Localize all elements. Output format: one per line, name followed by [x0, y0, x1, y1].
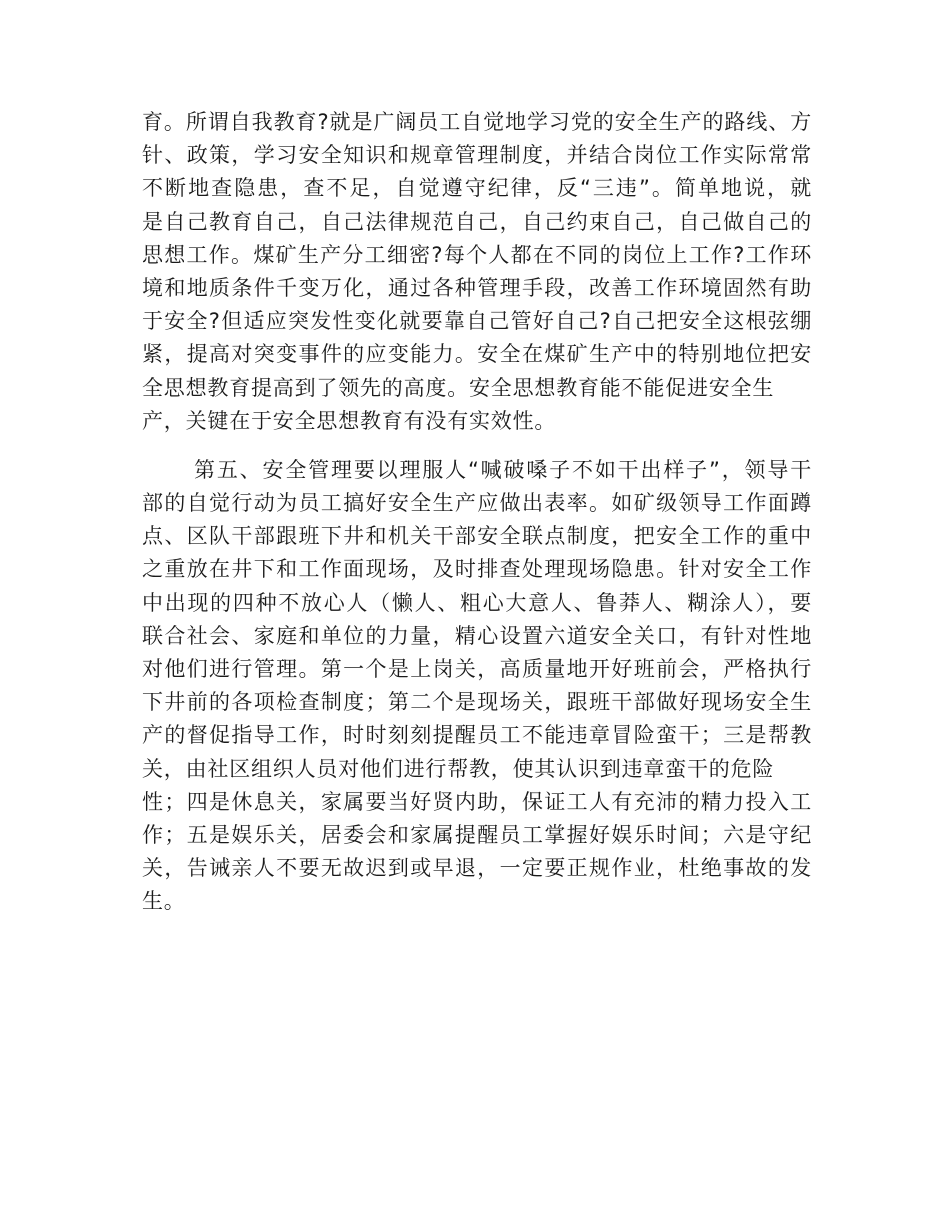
- text-line: 是自己教育自己，自己法律规范自己，自己约束自己，自己做自己的: [142, 209, 812, 234]
- text-line: 第五、安全管理要以理服人“喊破嗓子不如干出样子”，领导干: [194, 457, 812, 482]
- text-line: 不断地查隐患，查不足，自觉遵守纪律，反“三违”。简单地说，就: [142, 176, 812, 201]
- text-line: 育。所谓自我教育?就是广阔员工自觉地学习党的安全生产的路线、方: [142, 110, 812, 134]
- text-line: 针、政策，学习安全知识和规章管理制度，并结合岗位工作实际常常: [142, 143, 812, 168]
- text-line: 生。: [142, 889, 186, 914]
- text-line: 于安全?但适应突发性变化就要靠自己管好自己?自己把安全这根弦绷: [142, 309, 812, 334]
- text-line: 点、区队干部跟班下井和机关干部安全联点制度，把安全工作的重中: [142, 524, 812, 549]
- text-line: 紧，提高对突变事件的应变能力。安全在煤矿生产中的特别地位把安: [142, 342, 812, 367]
- text-line: 联合社会、家庭和单位的力量，精心设置六道安全关口，有针对性地: [142, 623, 812, 648]
- text-line: 产，关键在于安全思想教育有没有实效性。: [142, 408, 557, 433]
- text-line: 境和地质条件千变万化，通过各种管理手段，改善工作环境固然有助: [142, 275, 812, 300]
- document-body: [142, 106, 812, 919]
- paragraph-2: [142, 454, 812, 919]
- text-line: 下井前的各项检查制度；第二个是现场关，跟班干部做好现场安全生: [142, 690, 812, 715]
- text-line: 产的督促指导工作，时时刻刻提醒员工不能违章冒险蛮干；三是帮教: [142, 723, 812, 748]
- text-line: 思想工作。煤矿生产分工细密?每个人都在不同的岗位上工作?工作环: [142, 242, 812, 267]
- paragraph-1: [142, 106, 812, 438]
- text-line: 关，由社区组织人员对他们进行帮教，使其认识到违章蛮干的危险: [142, 756, 775, 781]
- text-line: 部的自觉行动为员工搞好安全生产应做出表率。如矿级领导工作面蹲: [142, 491, 812, 516]
- text-line: 关，告诫亲人不要无故迟到或早退，一定要正规作业，杜绝事故的发: [142, 856, 812, 881]
- text-line: 中出现的四种不放心人（懒人、粗心大意人、鲁莽人、糊涂人），要: [142, 590, 812, 615]
- text-line: 对他们进行管理。第一个是上岗关，高质量地开好班前会，严格执行: [142, 657, 812, 681]
- text-line: 之重放在井下和工作面现场，及时排查处理现场隐患。针对安全工作: [142, 557, 812, 582]
- text-line: 全思想教育提高到了领先的高度。安全思想教育能不能促进安全生: [142, 375, 775, 400]
- paragraph-spacer: [142, 438, 812, 454]
- text-line: 性；四是休息关，家属要当好贤内助，保证工人有充沛的精力投入工: [142, 789, 812, 814]
- text-line: 作；五是娱乐关，居委会和家属提醒员工掌握好娱乐时间；六是守纪: [142, 822, 812, 847]
